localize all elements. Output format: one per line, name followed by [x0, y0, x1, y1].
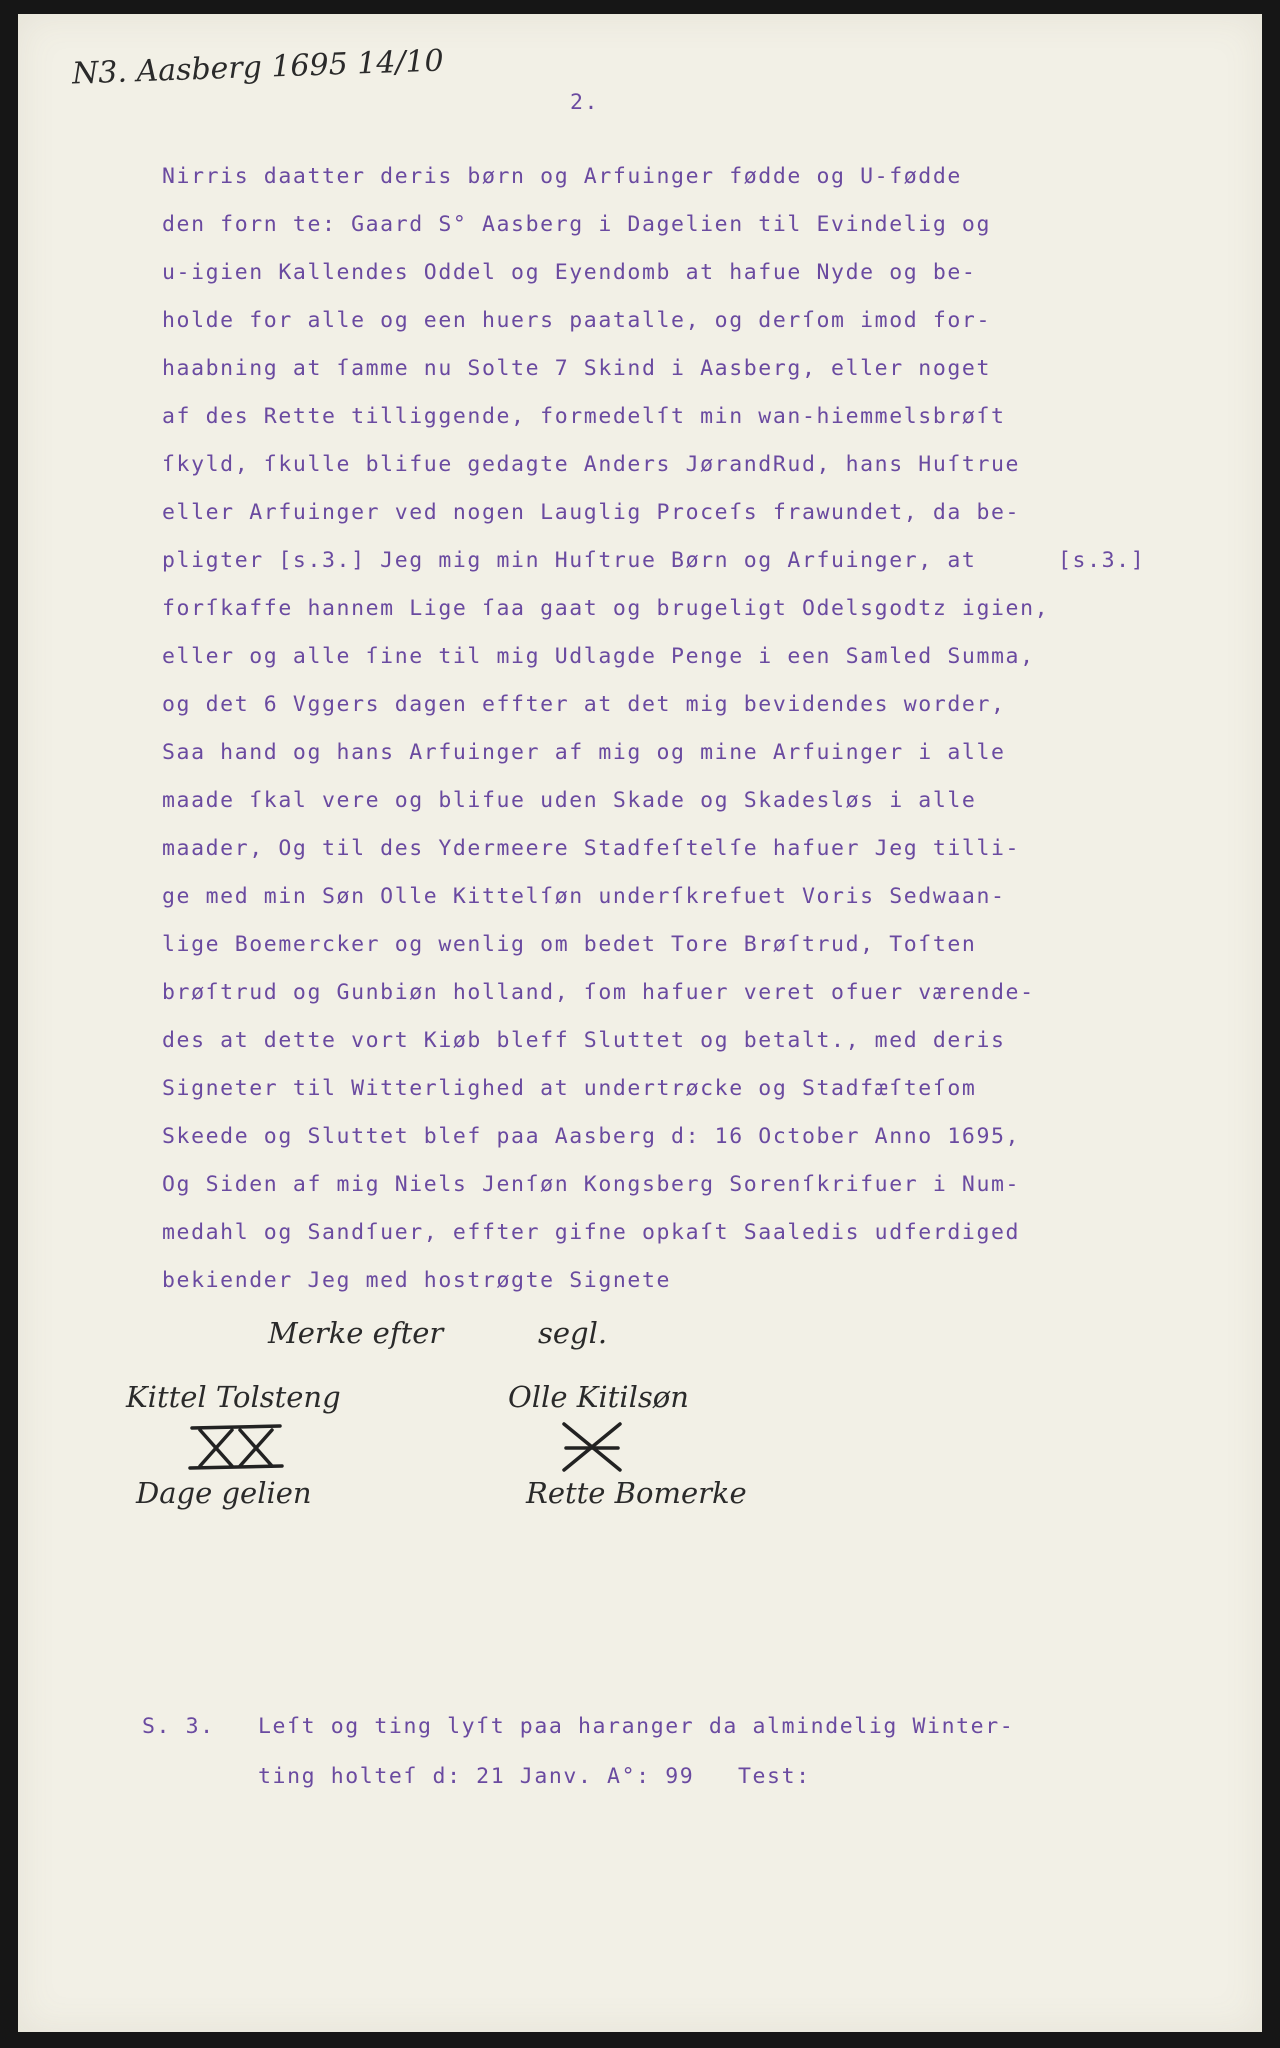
text-line: des at dette vort Kiøb bleff Sluttet og betalt., med deris — [162, 1028, 1006, 1053]
text-line: eller og alle ſine til mig Udlagde Penge i een Samled Summa, — [162, 644, 1035, 669]
text-line: maade ſkal vere og blifue uden Skade og Skadesløs i alle — [162, 788, 977, 813]
footnote-label: S. 3. — [142, 1714, 215, 1739]
text-line: forſkaffe hannem Lige ſaa gaat og brugeligt Odelsgodtz igien, — [162, 596, 1050, 621]
house-mark-kittel — [186, 1418, 286, 1476]
text-line: u-igien Kallendes Oddel og Eyendomb at hafue Nyde og be- — [162, 260, 977, 285]
text-line: Og Siden af mig Niels Jenſøn Kongsberg Sorenſkrifuer i Num- — [162, 1172, 1021, 1197]
document-page — [18, 14, 1262, 2032]
text-line: ge med min Søn Olle Kittelſøn underſkrefuet Voris Sedwaan- — [162, 884, 1006, 909]
text-line: brøſtrud og Gunbiøn holland, ſom hafuer veret ofuer værende- — [162, 980, 1035, 1005]
signature-olle-mark: Rette Bomerke — [526, 1476, 747, 1510]
house-mark-olle — [556, 1418, 630, 1476]
margin-note: [s.3.] — [1058, 548, 1146, 573]
text-line: lige Boemercker og wenlig om bedet Tore Brøſtrud, Toſten — [162, 932, 977, 957]
text-line: pligter [s.3.] Jeg mig min Huſtrue Børn og Arfuinger, at — [162, 548, 977, 573]
text-line: Nirris daatter deris børn og Arfuinger fødde og U-fødde — [162, 164, 962, 189]
signature-merke-efter: Merke efter — [268, 1316, 444, 1350]
text-line: medahl og Sandſuer, effter gifne opkaſt Saaledis udferdiged — [162, 1220, 1021, 1245]
signature-kittel-name: Kittel Tolsteng — [126, 1380, 341, 1414]
text-line: bekiender Jeg med hostrøgte Signete — [162, 1268, 672, 1293]
text-line: eller Arfuinger ved nogen Lauglig Proceſs frawundet, da be- — [162, 500, 1021, 525]
text-line: den forn te: Gaard S° Aasberg i Dagelien til Evindelig og — [162, 212, 992, 237]
signature-kittel-place: Dage gelien — [136, 1476, 312, 1510]
text-line: Skeede og Sluttet blef paa Aasberg d: 16 October Anno 1695, — [162, 1124, 1021, 1149]
text-line: maader, Og til des Ydermeere Stadfeſtelſe hafuer Jeg tilli- — [162, 836, 1021, 861]
text-line: holde for alle og een huers paatalle, og derſom imod for- — [162, 308, 992, 333]
signature-olle-name: Olle Kitilsøn — [508, 1380, 689, 1414]
page-number: 2. — [570, 90, 600, 115]
footnote-line: ting holteſ d: 21 Janv. A°: 99 Test: — [258, 1764, 811, 1789]
text-line: af des Rette tilliggende, formedelſt min wan-hiemmelsbrøſt — [162, 404, 1006, 429]
signature-segl: segl. — [538, 1316, 608, 1350]
text-line: og det 6 Vggers dagen effter at det mig bevidendes worder, — [162, 692, 1006, 717]
archive-note: N3. Aasberg 1695 14/10 — [71, 43, 445, 92]
footnote-line: Leſt og ting lyſt paa haranger da almindelig Winter- — [258, 1714, 1015, 1739]
text-line: haabning at ſamme nu Solte 7 Skind i Aasberg, eller noget — [162, 356, 992, 381]
text-line: Saa hand og hans Arfuinger af mig og mine Arfuinger i alle — [162, 740, 1006, 765]
text-line: ſkyld, ſkulle blifue gedagte Anders JørandRud, hans Huſtrue — [162, 452, 1021, 477]
text-line: Signeter til Witterlighed at undertrøcke og Stadfæſteſom — [162, 1076, 977, 1101]
